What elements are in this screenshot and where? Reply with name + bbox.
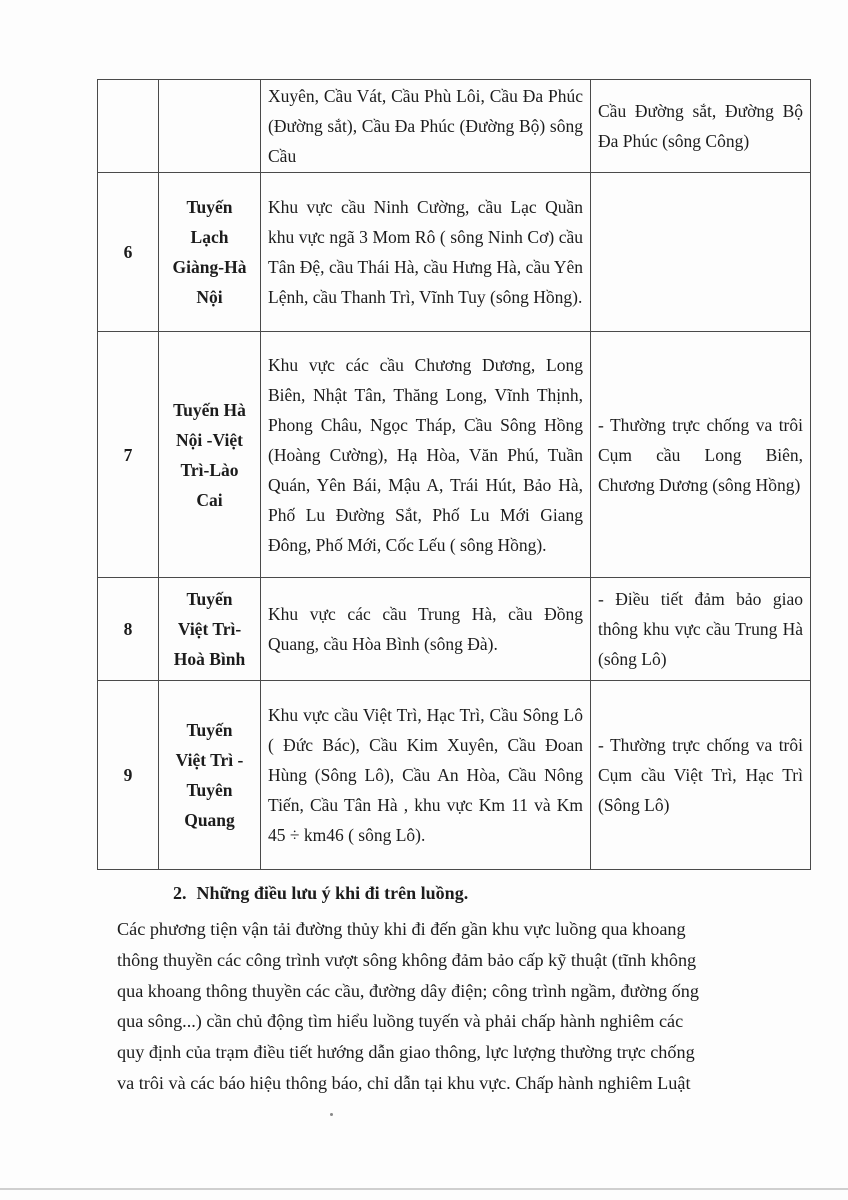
route-name-line: Tuyến Hà — [173, 399, 246, 420]
bridge-areas: Khu vực cầu Việt Trì, Hạc Trì, Cầu Sông Lô ( Đức Bác), Cầu Kim Xuyên, Cầu Đoan Hùng (Sông Lô), Cầu An Hòa, Cầu Nông Tiến, Cầu Tân Hà , khu vực Km 11 và Km 45 ÷ km46 ( sông Lô). — [261, 681, 591, 870]
paragraph-line: qua sông...) cần chủ động tìm hiểu luồng tuyến và phải chấp hành nghiêm các — [117, 1011, 684, 1032]
route-name-line: Việt Trì - — [175, 750, 244, 770]
route-name-line: Trì-Lào — [180, 459, 239, 480]
route-name — [159, 173, 261, 332]
row-number: 8 — [98, 578, 159, 681]
route-name-line: Nội -Việt — [176, 429, 243, 450]
route-name — [159, 578, 261, 681]
page-edge — [0, 1188, 848, 1190]
row-number: 9 — [98, 681, 159, 870]
bridge-areas: Khu vực các cầu Chương Dương, Long Biên, Nhật Tân, Thăng Long, Vĩnh Thịnh, Phong Châu, Ngọc Tháp, Cầu Sông Hồng (Hoàng Cường), Hạ Hòa, Văn Phú, Tuần Quán, Yên Bái, Mậu A, Trái Hút, Bảo Hà, Phố Lu Đường Sắt, Phố Lu Mới Giang Đông, Phố Mới, Cốc Lếu ( sông Hồng). — [261, 332, 591, 578]
route-name-line: Giàng-Hà — [172, 257, 247, 277]
bridge-areas: Khu vực các cầu Trung Hà, cầu Đồng Quang, cầu Hòa Bình (sông Đà). — [261, 578, 591, 681]
bridge-areas: Xuyên, Cầu Vát, Cầu Phù Lôi, Cầu Đa Phúc (Đường sắt), Cầu Đa Phúc (Đường Bộ) sông Cầu — [261, 80, 591, 173]
row-number — [98, 80, 159, 173]
scan-speck — [330, 1113, 333, 1116]
route-name-line: Lạch — [190, 227, 229, 247]
route-note — [591, 173, 811, 332]
paragraph-line: Các phương tiện vận tải đường thủy khi đi đến gần khu vực luồng qua khoang — [117, 919, 686, 939]
section-heading — [173, 879, 468, 907]
bridge-areas: Khu vực cầu Ninh Cường, cầu Lạc Quần khu vực ngã 3 Mom Rô ( sông Ninh Cơ) cầu Tân Đệ, cầu Thái Hà, cầu Hưng Hà, cầu Yên Lệnh, cầu Thanh Trì, Vĩnh Tuy (sông Hồng). — [261, 173, 591, 332]
table-row — [98, 332, 811, 578]
route-name-line: Nội — [196, 287, 223, 307]
bridge-route-table — [97, 79, 811, 870]
paragraph-line: quy định của trạm điều tiết hướng dẫn giao thông, lực lượng thường trực chống — [117, 1042, 695, 1063]
body-paragraph — [117, 914, 797, 1099]
route-name-line: Tuyến — [186, 589, 233, 609]
route-name-line: Việt Trì- — [177, 619, 242, 639]
route-name — [159, 80, 261, 173]
route-note: - Điều tiết đảm bảo giao thông khu vực cầu Trung Hà (sông Lô) — [591, 578, 811, 681]
section-title: Những điều lưu ý khi đi trên luồng. — [196, 883, 469, 903]
route-note: - Thường trực chống va trôi Cụm cầu Long Biên, Chương Dương (sông Hồng) — [591, 332, 811, 578]
table-row — [98, 681, 811, 870]
table-row — [98, 80, 811, 173]
route-note: - Thường trực chống va trôi Cụm cầu Việt Trì, Hạc Trì (Sông Lô) — [591, 681, 811, 870]
paragraph-line: thông thuyền các công trình vượt sông không đảm bảo cấp kỹ thuật (tĩnh không — [117, 949, 697, 970]
section-number: 2. — [173, 883, 187, 903]
route-name-line: Tuyến — [186, 720, 233, 740]
row-number: 7 — [98, 332, 159, 578]
route-name — [159, 681, 261, 870]
paragraph-line: qua khoang thông thuyền các cầu, đường dây điện; công trình ngầm, đường ống — [117, 980, 699, 1001]
paragraph-line: va trôi và các báo hiệu thông báo, chỉ dẫn tại khu vực. Chấp hành nghiêm Luật — [117, 1072, 691, 1093]
route-name-line: Hoà Bình — [173, 649, 246, 669]
route-name-line: Tuyên — [186, 780, 233, 800]
route-name — [159, 332, 261, 578]
row-number: 6 — [98, 173, 159, 332]
route-name-line: Quang — [184, 810, 235, 830]
table-row — [98, 173, 811, 332]
route-note: Cầu Đường sắt, Đường Bộ Đa Phúc (sông Công) — [591, 80, 811, 173]
route-name-line: Tuyến — [186, 197, 233, 217]
route-name-line: Cai — [196, 489, 223, 510]
table-row — [98, 578, 811, 681]
